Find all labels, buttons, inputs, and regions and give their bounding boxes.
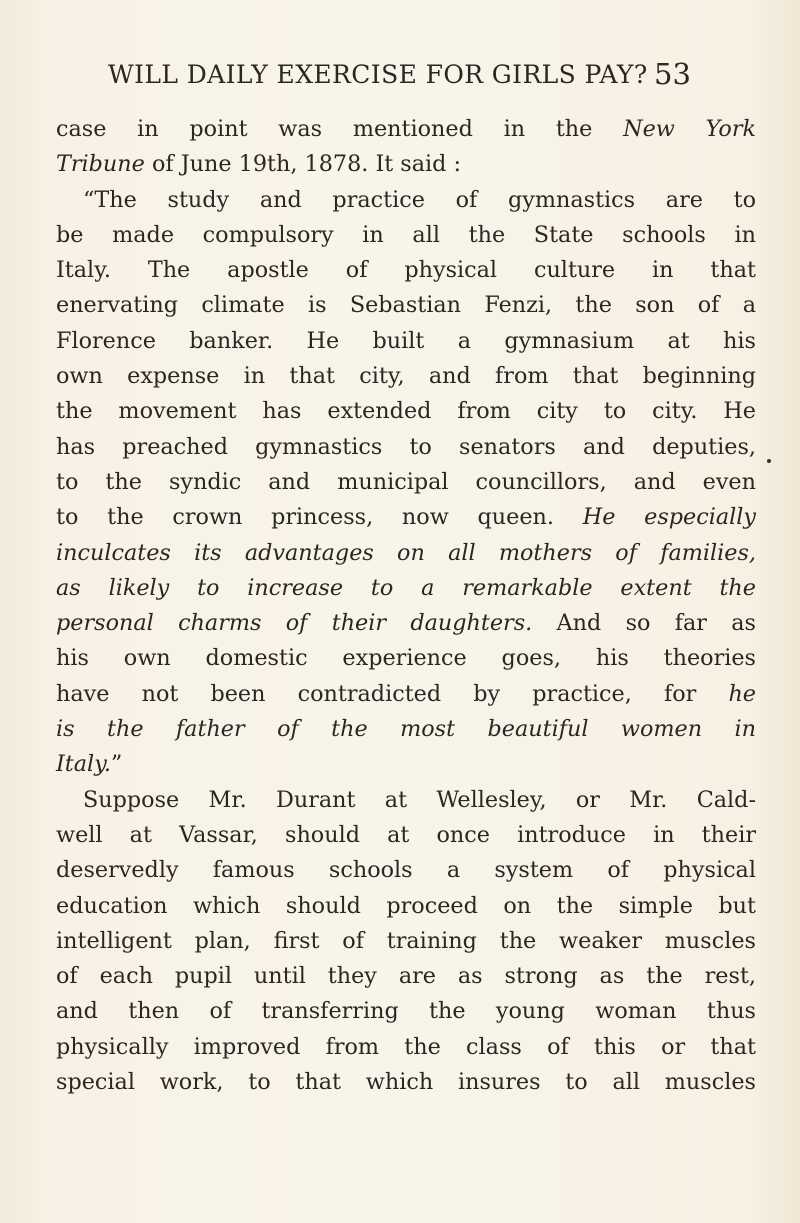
text-segment: deservedly famous schools a system of physical xyxy=(56,857,756,884)
text-segment: own expense in that city, and from that beginning xyxy=(56,363,756,390)
text-segment: physically improved from the class of this or that xyxy=(56,1033,756,1060)
text-line xyxy=(56,147,756,182)
text-segment: special work, to that which insures to all muscles xyxy=(56,1069,756,1096)
text-segment: to the crown princess, now queen. xyxy=(56,504,583,531)
italic-text: as likely to increase to a remarkable extent the xyxy=(56,574,756,601)
text-segment: And so far as xyxy=(532,610,756,637)
text-line xyxy=(56,324,756,359)
text-segment: “The study and practice of gymnastics are to xyxy=(83,186,756,213)
text-line xyxy=(56,606,756,641)
italic-text: He especially xyxy=(582,504,757,531)
italic-text: Tribune xyxy=(56,151,145,178)
text-segment: have not been contradicted by practice, for xyxy=(56,680,729,707)
text-line xyxy=(56,712,756,747)
text-line xyxy=(56,924,756,959)
italic-text: New York xyxy=(623,116,756,142)
text-segment: education which should proceed on the simple but xyxy=(56,892,756,919)
text-line xyxy=(56,218,756,253)
text-segment: the movement has extended from city to city. He xyxy=(56,398,756,425)
text-segment: enervating climate is Sebastian Fenzi, the son of a xyxy=(56,292,756,319)
text-line xyxy=(56,253,756,288)
italic-text: he xyxy=(728,680,756,707)
text-segment: of each pupil until they are as strong as the rest, xyxy=(56,963,756,990)
text-line xyxy=(56,571,756,606)
text-line xyxy=(56,853,756,888)
text-segment: intelligent plan, first of training the weaker muscles xyxy=(56,927,756,954)
running-title: WILL DAILY EXERCISE FOR GIRLS PAY? xyxy=(108,60,648,89)
margin-mark xyxy=(767,459,771,463)
text-segment: to the syndic and municipal councillors, and even xyxy=(56,468,756,495)
text-segment: and then of transferring the young woman thus xyxy=(56,998,756,1025)
text-line xyxy=(56,747,756,782)
text-line xyxy=(56,994,756,1029)
body-text xyxy=(56,112,756,1100)
italic-text: inculcates its advantages on all mothers of families, xyxy=(56,539,756,566)
text-line xyxy=(56,465,756,500)
text-segment: his own domestic experience goes, his theories xyxy=(56,645,756,672)
text-line xyxy=(56,889,756,924)
text-segment: has preached gymnastics to senators and deputies, xyxy=(56,433,756,460)
page-number: 53 xyxy=(654,57,691,91)
text-line xyxy=(56,288,756,323)
text-line xyxy=(56,394,756,429)
text-line xyxy=(56,959,756,994)
text-line xyxy=(56,641,756,676)
text-segment: be made compulsory in all the State schools in xyxy=(56,221,756,248)
text-line xyxy=(56,783,756,818)
text-segment: Suppose Mr. Durant at Wellesley, or Mr. Cald- xyxy=(83,786,756,813)
text-segment: of June 19th, 1878. It said : xyxy=(144,151,462,178)
text-line xyxy=(56,677,756,712)
text-line xyxy=(56,183,756,218)
text-line xyxy=(56,818,756,853)
text-line xyxy=(56,112,756,147)
text-segment: case in point was mentioned in the xyxy=(56,116,624,142)
text-line xyxy=(56,1065,756,1100)
text-segment: Italy. The apostle of physical culture in that xyxy=(56,257,756,284)
italic-text: Italy. xyxy=(56,751,111,778)
text-line xyxy=(56,430,756,465)
italic-text: is the father of the most beautiful women in xyxy=(56,716,756,743)
text-segment: well at Vassar, should at once introduce in their xyxy=(56,821,756,848)
text-line xyxy=(56,500,756,535)
text-line xyxy=(56,1030,756,1065)
text-line xyxy=(56,359,756,394)
text-segment: Florence banker. He built a gymnasium at his xyxy=(56,327,756,354)
text-segment: ” xyxy=(110,751,123,778)
text-line xyxy=(56,536,756,571)
italic-text: personal charms of their daughters. xyxy=(56,610,533,637)
